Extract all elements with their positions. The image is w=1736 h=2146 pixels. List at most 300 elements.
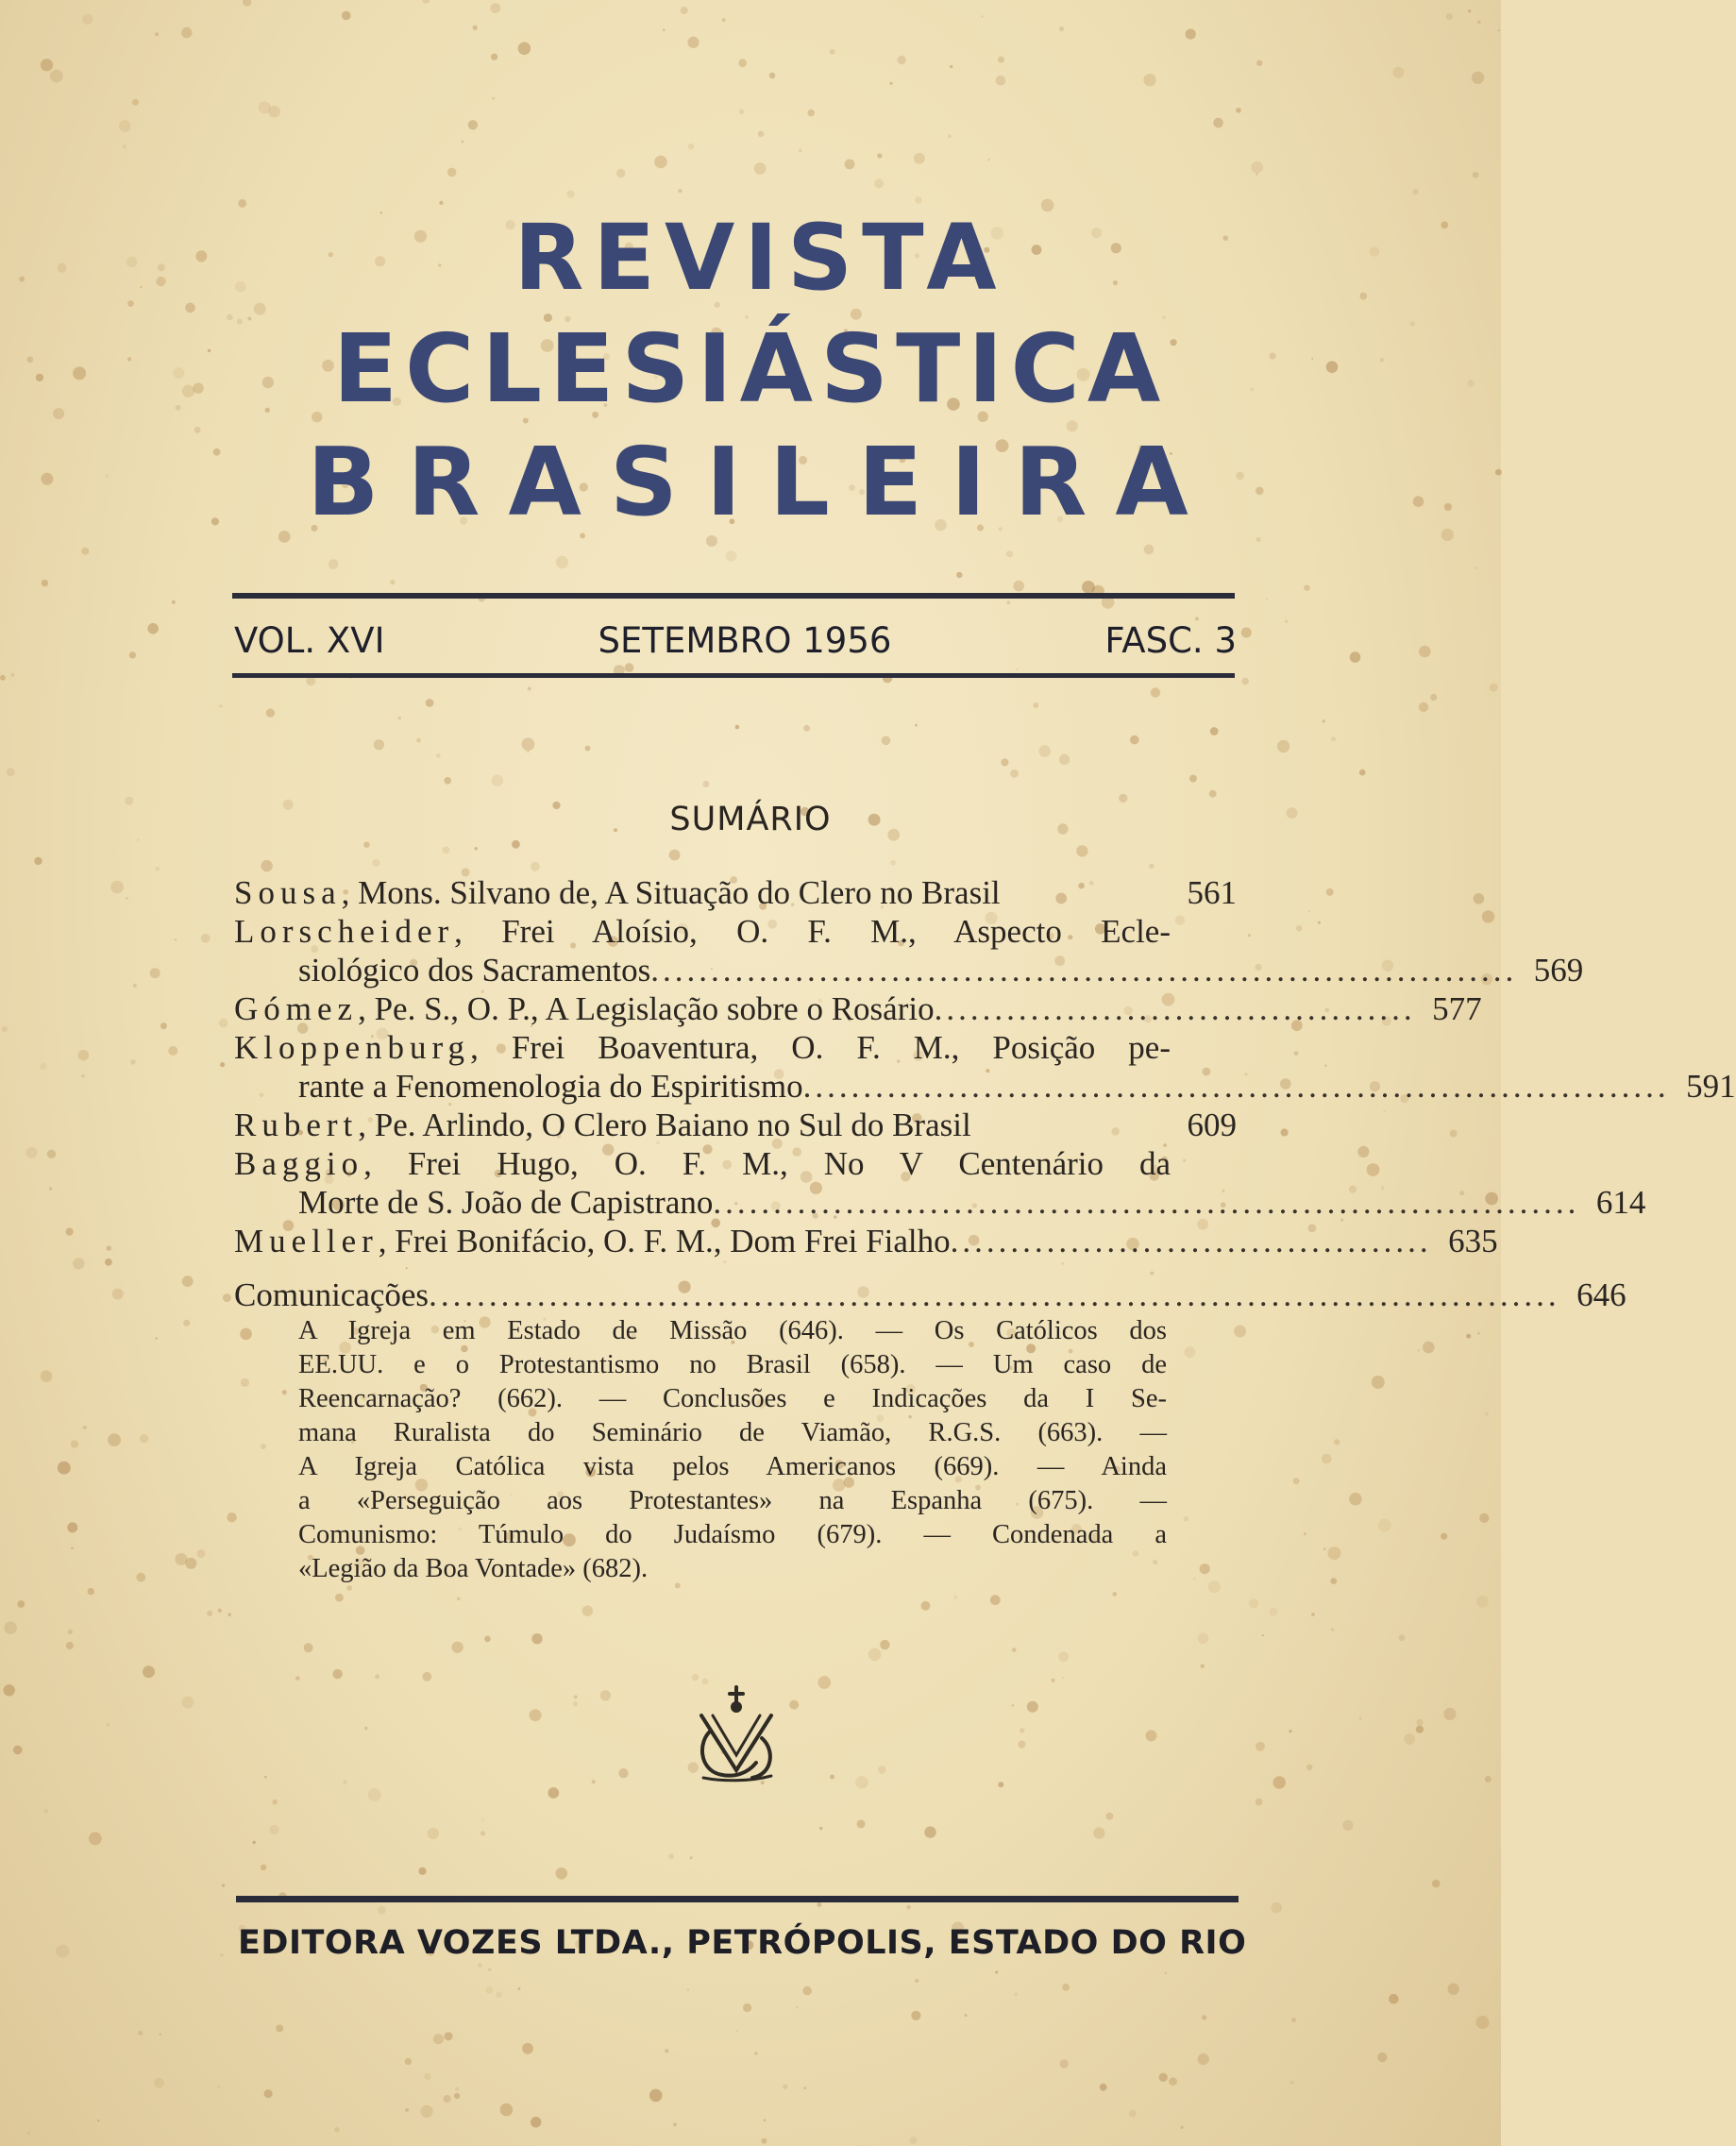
foxing-speck <box>266 709 275 718</box>
foxing-speck <box>1416 1726 1424 1733</box>
foxing-speck <box>1266 599 1268 600</box>
entry-title-cont: siológico dos Sacramentos <box>298 952 651 989</box>
foxing-speck <box>1392 67 1404 78</box>
foxing-speck <box>105 474 109 478</box>
entry-title: , Frei Boaventura, O. F. M., Posição pe- <box>470 1029 1171 1066</box>
foxing-speck <box>342 11 351 21</box>
dot-leader: ........................................................................ <box>713 1184 1580 1221</box>
foxing-speck <box>1334 1439 1340 1445</box>
foxing-speck <box>1290 2081 1294 2085</box>
publisher-imprint: EDITORA VOZES LTDA., PETRÓPOLIS, ESTADO DO RIO <box>238 1924 1247 1962</box>
foxing-speck <box>582 1606 593 1616</box>
foxing-speck <box>1130 735 1139 745</box>
foxing-speck <box>817 1902 821 1907</box>
foxing-speck <box>522 737 535 751</box>
foxing-speck <box>168 1046 177 1056</box>
foxing-speck <box>457 1597 461 1600</box>
foxing-speck <box>107 1245 111 1250</box>
foxing-speck <box>1367 1163 1380 1176</box>
foxing-speck <box>176 405 181 411</box>
foxing-speck <box>1256 537 1261 542</box>
communications-page: 646 <box>1576 1276 1626 1313</box>
foxing-speck <box>1359 1717 1362 1720</box>
foxing-speck <box>1443 1708 1456 1720</box>
foxing-speck <box>522 2043 533 2054</box>
foxing-speck <box>112 1289 124 1300</box>
foxing-speck <box>512 840 520 849</box>
foxing-speck <box>482 1818 485 1821</box>
foxing-speck <box>950 65 952 68</box>
foxing-speck <box>58 263 67 273</box>
foxing-speck <box>1210 727 1219 735</box>
foxing-speck <box>71 1441 78 1448</box>
foxing-speck <box>1474 893 1485 904</box>
communications-notes <box>298 1314 1167 1586</box>
foxing-speck <box>762 2138 767 2144</box>
entry-page: 614 <box>1595 1184 1646 1221</box>
foxing-speck <box>491 54 497 60</box>
foxing-speck <box>1256 1742 1265 1751</box>
foxing-speck <box>1306 1765 1313 1771</box>
foxing-speck <box>1476 1596 1489 1608</box>
foxing-speck <box>143 1665 155 1678</box>
foxing-speck <box>1027 1701 1038 1713</box>
foxing-speck <box>1059 754 1070 765</box>
foxing-speck <box>1018 1741 1025 1749</box>
foxing-speck <box>1144 545 1155 555</box>
foxing-speck <box>1359 293 1367 300</box>
foxing-speck <box>702 781 709 787</box>
foxing-speck <box>492 775 503 786</box>
foxing-speck <box>687 1988 690 1991</box>
masthead-line-3: BRASILEIRA <box>307 427 1217 537</box>
foxing-speck <box>874 178 884 188</box>
foxing-speck <box>678 189 682 193</box>
foxing-speck <box>1236 108 1241 113</box>
foxing-speck <box>796 2006 798 2008</box>
foxing-speck <box>1014 1992 1018 1996</box>
foxing-speck <box>132 99 139 106</box>
foxing-speck <box>211 517 219 525</box>
foxing-speck <box>877 153 882 158</box>
foxing-speck <box>97 2120 99 2121</box>
foxing-speck <box>478 1963 481 1967</box>
foxing-speck <box>1251 161 1263 174</box>
foxing-speck <box>490 3 500 13</box>
foxing-speck <box>1281 1128 1289 1136</box>
foxing-speck <box>1323 719 1325 722</box>
foxing-speck <box>528 687 531 691</box>
foxing-speck <box>220 1062 225 1067</box>
foxing-speck <box>915 1979 919 1983</box>
foxing-speck <box>27 2132 29 2134</box>
foxing-speck <box>243 0 251 7</box>
foxing-speck <box>422 1672 431 1681</box>
foxing-speck <box>4 1684 15 1696</box>
foxing-speck <box>1100 2084 1107 2091</box>
foxing-speck <box>956 572 962 578</box>
foxing-speck <box>1326 361 1339 373</box>
foxing-speck <box>67 1522 77 1532</box>
foxing-speck <box>1372 1376 1385 1389</box>
foxing-speck <box>556 1867 568 1880</box>
foxing-speck <box>1271 1902 1282 1914</box>
foxing-speck <box>1450 1130 1458 1138</box>
foxing-speck <box>1308 910 1310 912</box>
entry-title-cont: rante a Fenomenologia do Espiritismo <box>298 1068 803 1105</box>
foxing-speck <box>830 49 835 55</box>
foxing-speck <box>1016 668 1018 670</box>
foxing-speck <box>1328 1546 1341 1560</box>
foxing-speck <box>136 1573 145 1582</box>
foxing-speck <box>1323 1547 1326 1550</box>
foxing-speck <box>89 1833 102 1846</box>
foxing-speck <box>156 277 165 286</box>
foxing-speck <box>468 120 478 129</box>
foxing-speck <box>890 860 896 866</box>
foxing-speck <box>276 2024 283 2032</box>
foxing-speck <box>1380 358 1384 362</box>
entry-page: 635 <box>1448 1223 1498 1259</box>
foxing-speck <box>418 1867 426 1875</box>
foxing-speck <box>965 2014 968 2017</box>
foxing-speck <box>1473 172 1479 178</box>
foxing-speck <box>295 1676 300 1681</box>
foxing-speck <box>17 1600 25 1608</box>
foxing-speck <box>1423 1342 1435 1354</box>
foxing-speck <box>183 1320 190 1326</box>
toc-entry <box>234 1028 1736 1106</box>
foxing-speck <box>618 1768 628 1778</box>
foxing-speck <box>185 303 195 313</box>
foxing-speck <box>988 159 990 161</box>
foxing-speck <box>486 1986 493 1993</box>
foxing-speck <box>735 725 740 730</box>
foxing-speck <box>53 408 64 419</box>
foxing-speck <box>140 1434 148 1443</box>
foxing-speck <box>1189 775 1197 783</box>
foxing-speck <box>133 984 137 988</box>
foxing-speck <box>566 191 574 198</box>
foxing-speck <box>175 938 177 940</box>
foxing-speck <box>1410 321 1416 327</box>
foxing-speck <box>807 110 815 117</box>
entry-page: 591 <box>1686 1068 1736 1105</box>
foxing-speck <box>673 2122 677 2126</box>
foxing-speck <box>600 1690 611 1700</box>
foxing-speck <box>783 2085 787 2089</box>
foxing-speck <box>11 673 15 677</box>
foxing-speck <box>73 1258 84 1269</box>
foxing-speck <box>1062 1677 1065 1680</box>
foxing-speck <box>592 1780 596 1783</box>
masthead-line-2: ECLESIÁSTICA <box>332 313 1169 424</box>
foxing-speck <box>150 968 160 978</box>
foxing-speck <box>480 1831 485 1835</box>
foxing-speck <box>1322 1454 1332 1464</box>
foxing-speck <box>1012 1648 1017 1652</box>
foxing-speck <box>0 675 6 681</box>
toc-entry <box>234 989 1482 1028</box>
foxing-speck <box>82 14 93 25</box>
foxing-speck <box>147 623 159 634</box>
foxing-speck <box>1294 1051 1299 1056</box>
foxing-speck <box>182 1697 194 1709</box>
foxing-speck <box>1311 1613 1315 1616</box>
foxing-speck <box>129 651 136 658</box>
foxing-speck <box>1262 1634 1264 1636</box>
foxing-speck <box>304 1643 313 1652</box>
foxing-speck <box>1186 28 1196 39</box>
foxing-speck <box>175 1553 187 1565</box>
foxing-speck <box>439 201 443 205</box>
bottom-rule <box>236 1896 1239 1902</box>
foxing-speck <box>1277 740 1289 752</box>
foxing-speck <box>119 120 131 132</box>
entry-author: Mueller <box>234 1223 379 1259</box>
foxing-speck <box>915 196 921 203</box>
foxing-speck <box>924 1826 935 1837</box>
foxing-speck <box>154 2078 164 2088</box>
foxing-speck <box>174 367 185 379</box>
foxing-speck <box>1038 745 1051 757</box>
foxing-speck <box>1419 702 1428 712</box>
foxing-speck <box>914 153 925 164</box>
dot-leader: ........................................................................ <box>802 1068 1670 1105</box>
foxing-speck <box>475 847 478 850</box>
foxing-speck <box>484 1636 491 1643</box>
foxing-speck <box>1143 74 1155 86</box>
foxing-speck <box>1477 1332 1480 1335</box>
foxing-speck <box>492 97 495 100</box>
foxing-speck <box>155 867 160 871</box>
dot-leader: .............................................................................................. <box>429 1276 1560 1313</box>
foxing-speck <box>1273 1776 1286 1789</box>
foxing-speck <box>857 1819 866 1828</box>
foxing-speck <box>1006 600 1010 604</box>
foxing-speck <box>1475 566 1478 569</box>
foxing-speck <box>769 73 776 79</box>
entry-author: Baggio <box>234 1145 364 1182</box>
foxing-speck <box>845 160 855 170</box>
foxing-speck <box>743 2003 751 2012</box>
foxing-speck <box>1285 620 1288 623</box>
foxing-speck <box>911 2011 920 2020</box>
foxing-speck <box>754 2052 758 2055</box>
foxing-speck <box>738 59 747 67</box>
foxing-speck <box>41 473 53 485</box>
foxing-speck <box>223 1293 231 1302</box>
entry-title: , Mons. Silvano de, A Situação do Clero no Brasil <box>341 874 1001 911</box>
foxing-speck <box>1006 550 1013 557</box>
foxing-speck <box>531 862 540 871</box>
foxing-speck <box>41 1370 53 1382</box>
foxing-speck <box>26 356 33 363</box>
foxing-speck <box>1331 737 1336 742</box>
foxing-speck <box>462 141 464 144</box>
issue-line <box>234 620 1237 661</box>
foxing-speck <box>421 2105 433 2118</box>
foxing-speck <box>663 29 665 31</box>
foxing-speck <box>73 366 86 380</box>
foxing-speck <box>819 1827 822 1830</box>
foxing-speck <box>83 1426 87 1429</box>
foxing-speck <box>726 550 737 562</box>
foxing-speck <box>443 2095 450 2103</box>
foxing-speck <box>1041 199 1054 212</box>
foxing-speck <box>1201 1664 1205 1668</box>
foxing-speck <box>1357 1146 1369 1157</box>
foxing-speck <box>1093 1827 1104 1838</box>
foxing-speck <box>1129 2110 1137 2118</box>
foxing-speck <box>1146 1730 1157 1741</box>
foxing-speck <box>996 76 1006 86</box>
foxing-speck <box>518 42 531 56</box>
foxing-speck <box>1248 934 1251 937</box>
foxing-speck <box>443 847 450 854</box>
note-line: «Legião da Boa Vontade» (682). <box>298 1554 649 1583</box>
foxing-speck <box>1466 1334 1471 1339</box>
foxing-speck <box>197 1549 206 1558</box>
issue-date: SETEMBRO 1956 <box>598 620 892 661</box>
fascicle-label: FASC. 3 <box>1104 620 1237 661</box>
foxing-speck <box>722 18 726 22</box>
foxing-speck <box>1058 1651 1069 1662</box>
foxing-speck <box>47 1150 56 1158</box>
foxing-speck <box>1198 2053 1209 2065</box>
foxing-speck <box>764 2120 766 2121</box>
entry-author: Sousa <box>234 874 342 911</box>
foxing-speck <box>998 57 1004 63</box>
foxing-speck <box>1468 9 1471 12</box>
foxing-speck <box>880 1640 889 1649</box>
foxing-speck <box>130 1059 136 1065</box>
foxing-speck <box>455 2087 460 2091</box>
foxing-speck <box>42 580 48 586</box>
foxing-speck <box>110 881 124 894</box>
foxing-speck <box>1446 13 1453 20</box>
foxing-speck <box>1479 1513 1489 1523</box>
foxing-speck <box>78 1050 90 1061</box>
foxing-speck <box>416 738 421 743</box>
foxing-speck <box>739 110 744 114</box>
foxing-speck <box>692 1674 699 1681</box>
foxing-speck <box>981 15 983 17</box>
foxing-speck <box>1149 864 1154 869</box>
foxing-speck <box>444 777 451 785</box>
foxing-speck <box>758 131 764 137</box>
note-line: mana Ruralista do Seminário de Viamão, R.G.S. (663). — <box>298 1418 1167 1447</box>
foxing-speck <box>669 850 681 861</box>
foxing-speck <box>454 2093 460 2099</box>
masthead-line-1: REVISTA <box>514 205 1006 311</box>
foxing-speck <box>882 736 891 746</box>
foxing-speck <box>364 1727 368 1731</box>
foxing-speck <box>1106 1813 1114 1820</box>
foxing-speck <box>1412 189 1418 194</box>
foxing-speck <box>890 82 893 85</box>
note-line: a «Perseguição aos Protestantes» na Espanha (675). — <box>298 1486 1167 1515</box>
entry-author: Gómez <box>234 990 359 1027</box>
volume-label: VOL. XVI <box>234 620 385 661</box>
foxing-speck <box>127 357 131 361</box>
entry-title: , Pe. S., O. P., A Legislação sobre o Rosário <box>358 990 935 1027</box>
foxing-speck <box>213 448 221 456</box>
foxing-speck <box>49 1187 52 1190</box>
foxing-speck <box>518 1987 521 1990</box>
toc-entry <box>234 1106 1237 1144</box>
middle-rule <box>232 673 1235 678</box>
foxing-speck <box>1370 246 1380 257</box>
foxing-speck <box>1159 2073 1168 2082</box>
foxing-speck <box>1441 529 1454 541</box>
foxing-speck <box>687 37 699 48</box>
foxing-speck <box>649 2089 663 2103</box>
foxing-speck <box>953 1596 957 1599</box>
foxing-speck <box>378 1906 386 1915</box>
foxing-speck <box>428 1828 439 1839</box>
foxing-speck <box>654 156 667 169</box>
foxing-speck <box>909 2137 917 2144</box>
foxing-speck <box>1342 1820 1353 1831</box>
entry-title: , Pe. Arlindo, O Clero Baiano no Sul do Brasil <box>358 1107 971 1143</box>
foxing-speck <box>1311 358 1313 360</box>
foxing-speck <box>921 1601 931 1611</box>
foxing-speck <box>201 934 211 943</box>
foxing-speck <box>34 857 42 865</box>
foxing-speck <box>1013 581 1024 592</box>
foxing-speck <box>855 1776 868 1789</box>
foxing-speck <box>531 2117 541 2127</box>
foxing-speck <box>426 699 434 707</box>
dot-leader: ........................................................................ <box>650 952 1518 989</box>
foxing-speck <box>264 2089 273 2098</box>
foxing-speck <box>1062 1984 1070 1991</box>
foxing-speck <box>1331 1628 1334 1631</box>
foxing-speck <box>803 725 810 732</box>
dot-leader: ........................................ <box>934 990 1416 1027</box>
foxing-speck <box>1383 1110 1385 1112</box>
foxing-speck <box>405 2108 409 2112</box>
foxing-speck <box>616 169 625 177</box>
toc-title: SUMÁRIO <box>669 801 832 838</box>
foxing-speck <box>1444 503 1452 511</box>
foxing-speck <box>1419 646 1431 658</box>
foxing-speck <box>451 1642 463 1653</box>
foxing-speck <box>1151 687 1160 697</box>
foxing-speck <box>1482 910 1494 922</box>
foxing-speck <box>1010 769 1019 778</box>
foxing-speck <box>998 1782 1003 1787</box>
foxing-speck <box>1389 1994 1399 2004</box>
foxing-speck <box>625 663 634 672</box>
entry-author: Lorscheider <box>234 913 455 950</box>
foxing-speck <box>2 1026 8 1032</box>
foxing-speck <box>219 1019 228 1028</box>
foxing-speck <box>1399 1634 1406 1641</box>
foxing-speck <box>375 1674 379 1679</box>
foxing-speck <box>182 385 194 397</box>
foxing-speck <box>253 1841 256 1844</box>
foxing-speck <box>424 2073 430 2080</box>
foxing-speck <box>68 1630 73 1634</box>
foxing-speck <box>1304 584 1310 591</box>
foxing-speck <box>1209 790 1217 798</box>
foxing-speck <box>160 1022 167 1029</box>
foxing-speck <box>261 1865 266 1870</box>
entry-title: , Frei Bonifácio, O. F. M., Dom Frei Fialho <box>378 1223 951 1259</box>
communications-label: Comunicações <box>234 1276 430 1313</box>
